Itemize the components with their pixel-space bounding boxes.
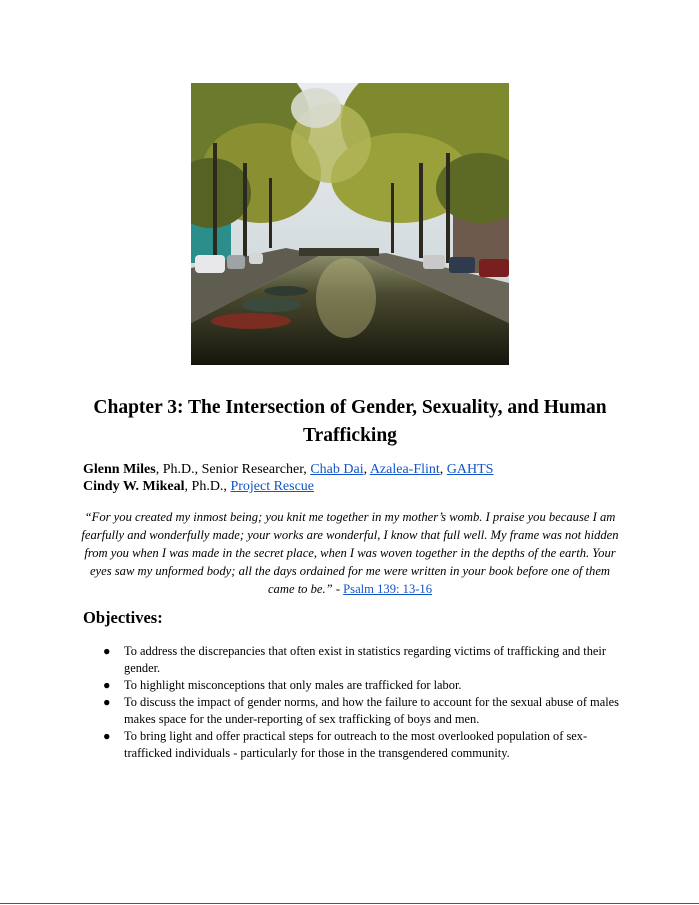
- objectives-list: [103, 643, 623, 762]
- bullet-icon: ●: [103, 729, 111, 743]
- page-bottom-divider: [0, 903, 699, 904]
- affiliation-link-gahts[interactable]: GAHTS: [446, 462, 494, 477]
- author-name: Cindy W. Mikeal: [83, 479, 185, 494]
- bullet-icon: ●: [103, 644, 111, 658]
- author-name: Glenn Miles: [83, 462, 156, 477]
- objective-text: To highlight misconceptions that only males are trafficked for labor.: [124, 678, 462, 692]
- psalm-citation-link[interactable]: Psalm 139: 13-16: [343, 582, 433, 596]
- affiliation-link-azalea-flint[interactable]: Azalea-Flint: [369, 462, 440, 477]
- list-item: [103, 677, 623, 694]
- canal-photo: [191, 83, 509, 365]
- quote-separator: -: [332, 582, 344, 596]
- objective-text: To address the discrepancies that often exist in statistics regarding victims of trafficking and their gender.: [124, 644, 606, 675]
- epigraph-quote: [80, 508, 620, 598]
- author-credentials: , Ph.D.,: [184, 479, 231, 494]
- list-item: [103, 728, 623, 762]
- objective-text: To discuss the impact of gender norms, and how the failure to account for the sexual abuse of males makes space for the under-reporting of sex trafficking of boys and men.: [124, 695, 619, 726]
- bullet-icon: ●: [103, 695, 111, 709]
- author-list: [83, 461, 493, 495]
- objectives-heading: Objectives:: [83, 608, 163, 627]
- author-line: [83, 478, 493, 495]
- bullet-icon: ●: [103, 678, 111, 692]
- quote-text: “For you created my inmost being; you knit me together in my mother’s womb. I praise you because I am fearfully and wonderfully made; your works are wonderful, I know that full well. My frame was not hidden from you when I was made in the secret place, when I was woven together in the depths of the earth. Your eyes saw my unformed body; all the days ordained for me were written in your book before one of them came to be.”: [81, 510, 619, 596]
- author-line: Glenn Miles, Ph.D., Senior Researcher, Chab Dai, Azalea-Flint, GAHTS: [83, 462, 494, 477]
- list-item: [103, 694, 623, 728]
- chapter-title: Chapter 3: The Intersection of Gender, Sexuality, and Human Trafficking: [93, 397, 607, 446]
- author-credentials: , Ph.D., Senior Researcher,: [155, 462, 311, 477]
- affiliation-link-project-rescue[interactable]: Project Rescue: [230, 479, 315, 494]
- objective-text: To bring light and offer practical steps for outreach to the most overlooked population of sex-trafficked individuals - particularly for those in the transgendered community.: [124, 729, 588, 760]
- affiliation-link-chab-dai[interactable]: Chab Dai: [310, 462, 364, 477]
- list-item: [103, 643, 623, 677]
